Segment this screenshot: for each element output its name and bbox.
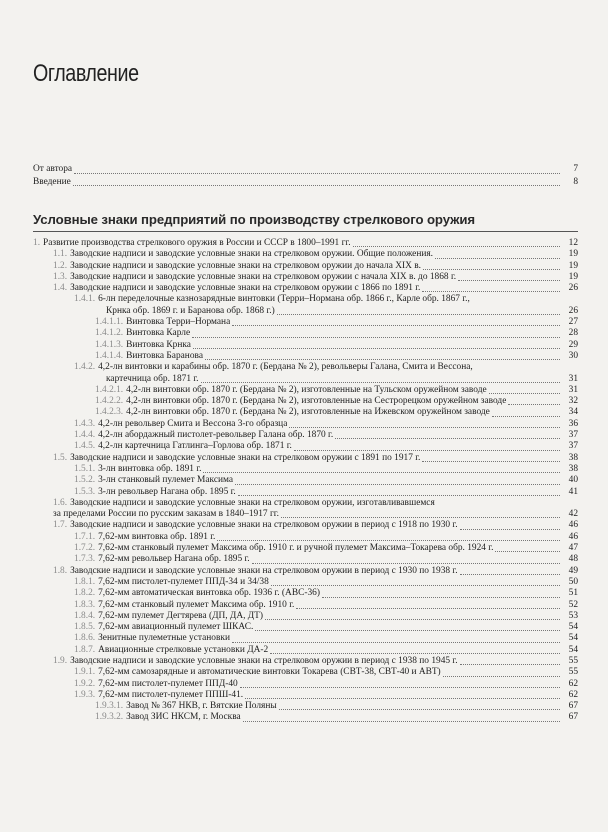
toc-entry-number: 1.9. [53,655,68,666]
toc-entry-page: 36 [568,418,578,429]
toc-entry-page: 38 [568,463,578,474]
toc-entry-page: 38 [568,452,578,463]
toc-entry-page: 67 [568,701,578,712]
toc-entry-title: Заводские надписи и заводские условные знаки на стрелковом оружии с начала XIX в. до 1868 г. [70,271,457,282]
toc-entry-number: 1.4.2.1. [95,384,124,395]
leader-dots [74,166,560,174]
toc-entry-page: 48 [568,554,578,565]
toc-entry[interactable] [33,577,578,588]
toc-entry-title: Заводские надписи и заводские условные знаки на стрелковом оружии в период с 1918 по 1930 г. [70,520,458,531]
toc-entry-page: 19 [568,271,578,282]
toc-entry-title: 4,2-лн револьвер Смита и Вессона 3-го образца [98,418,288,429]
toc-entry-title: 7,62-мм пистолет-пулемет ППД-40 [98,678,238,689]
toc-entry-number: 1. [33,238,41,248]
toc-entry-page: 30 [568,350,578,361]
toc-entry-number: 1.4.1.4. [95,350,124,361]
toc-entry-title: 7,62-мм станковый пулемет Максима обр. 1910 г. и ручной пулемет Максима–Токарева обр. 1924 г. [98,543,494,554]
toc-entry-page: 54 [568,633,578,644]
toc-entry-number: 1.3. [53,271,68,282]
toc-entry-page: 42 [568,509,578,520]
toc-entry-page: 32 [568,396,578,407]
toc-entry-title: Завод ЗИС НКСМ, г. Москва [126,712,241,723]
toc-entry-number: 1.7.1. [74,531,96,542]
toc-entry[interactable] [33,520,578,531]
toc-entry[interactable] [33,385,578,396]
toc-entry[interactable] [33,554,578,565]
leader-dots [508,397,560,405]
toc-entry-number: 1.7.2. [74,543,96,554]
leader-dots [296,601,560,609]
leader-dots [492,409,560,417]
toc-entry-title: Заводские надписи и заводские условные знаки на стрелковом оружии в период с 1930 по 1938 г. [70,565,458,576]
toc-entry-number: 1.4.1.1. [95,317,124,328]
leader-dots [240,680,560,688]
toc-entry-number: 1.9.2. [74,678,96,689]
toc-entry[interactable] [33,351,578,362]
toc-entry-page: 52 [568,599,578,610]
toc-entry-title: 4,2-лн абордажный пистолет-револьвер Галана обр. 1870 г. [98,430,334,441]
toc-entry-title: 7,62-мм пистолет-пулемет ППД-34 и 34/38 [98,576,269,587]
leader-dots [203,465,560,473]
leader-dots [294,443,560,451]
toc-entry[interactable] [33,622,578,633]
toc-entry-number: 1.4.1.2. [95,328,124,339]
toc-entry-title: 3-лн револьвер Нагана обр. 1895 г. [98,486,236,497]
page-title: Оглавление [33,60,139,87]
toc-entry-title: 7,62-мм автоматическая винтовка обр. 1936 г. (АВС-36) [98,588,320,599]
toc-entry-number: 1.8.7. [74,644,96,655]
toc-entry-page: 31 [568,373,578,384]
leader-dots [252,556,560,564]
toc-entry-number: 1.8. [53,565,68,576]
leader-dots [217,533,560,541]
leader-dots [460,657,560,665]
toc-entry-page: 27 [568,317,578,328]
toc-entry-number: 1.1. [53,249,68,260]
toc-entry[interactable] [33,317,578,328]
toc-entry[interactable] [33,163,578,176]
toc-entry-title: 4,2-лн винтовки обр. 1870 г. (Бердана № 2), изготовленные на Сестрорецком оружейном заводе [126,396,507,407]
leader-dots [193,341,560,349]
toc-entry-number: 1.9.3.2. [95,712,124,723]
toc-entry[interactable] [33,633,578,644]
toc-entry-page: 8 [573,176,578,187]
leader-dots [201,375,561,383]
toc-entry-page: 54 [568,644,578,655]
toc-entry[interactable] [33,588,578,599]
toc-entry-number: 1.4.2. [74,362,96,373]
toc-entry-page: 41 [568,486,578,497]
toc-entry-page: 31 [568,384,578,395]
toc-entry-number: 1.9.3. [74,689,96,700]
leader-dots [460,522,560,530]
toc-entry-title: Заводские надписи и заводские условные знаки на стрелковом оружии с 1866 по 1891 г. [70,283,421,294]
toc-entry-title: 7,62-мм станковый пулемет Максима обр. 1910 г. [98,599,295,610]
toc-entry[interactable] [33,430,578,441]
toc-entry-number: 1.9.3.1. [95,701,124,712]
toc-entry-number: 1.6. [53,497,68,508]
toc-entry-number: 1.8.2. [74,588,96,599]
toc-entry-page: 19 [568,249,578,260]
toc-entry-title: Развитие производства стрелкового оружия в России и СССР в 1800–1991 гг. [43,238,351,248]
toc-entry[interactable] [33,679,578,690]
toc-entry-number: 1.4.3. [74,418,96,429]
toc-entry-title: 7,62-мм винтовка обр. 1891 г. [98,531,216,542]
toc-entry-page: 7 [573,164,578,174]
leader-dots [495,544,560,552]
toc-entry-title: 3-лн винтовка обр. 1891 г. [98,463,202,474]
toc-entry[interactable] [33,566,578,577]
toc-entry-page: 28 [568,328,578,339]
toc-entry-title: 7,62-мм пулемет Дегтярева (ДП, ДА, ДТ) [98,610,264,621]
leader-dots [489,386,560,394]
toc-intro [33,163,578,188]
leader-dots [243,714,560,722]
toc-entry-page: 29 [568,339,578,350]
toc-entry-page: 55 [568,667,578,678]
leader-dots [270,646,560,654]
toc-entry-title: 4,2-лн картечница Гатлинга–Горлова обр. 1871 г. [98,441,292,452]
toc-entry-line [74,362,578,373]
toc-entry-title: Завод № 367 НКВ, г. Вятские Поляны [126,701,277,712]
toc-entry[interactable] [33,498,578,521]
toc-entry-page: 49 [568,565,578,576]
toc-entry-title: Введение [33,176,71,187]
toc-entry[interactable] [33,419,578,430]
leader-dots [422,284,560,292]
toc-entry-page: 19 [568,260,578,271]
toc-entry-page: 37 [568,441,578,452]
leader-dots [458,273,560,281]
toc-entry-line [74,294,578,305]
toc-entry-number: 1.9.1. [74,667,96,678]
toc-entry-number: 1.4. [53,283,68,294]
toc-entry-line [53,509,578,520]
leader-dots [435,251,560,259]
toc-entry-title: Винтовка Терри–Нормана [126,317,231,328]
leader-dots [335,431,560,439]
toc-entry-page: 46 [568,531,578,542]
leader-dots [423,262,560,270]
leader-dots [238,488,560,496]
toc-entry[interactable] [33,340,578,351]
toc-entry[interactable] [33,176,578,189]
toc-entry[interactable] [33,238,578,249]
toc-entry-title-continued: Крнка обр. 1869 г. и Баранова обр. 1868 г.) [106,305,275,316]
toc-entry-title: 7,62-мм пистолет-пулемет ППШ-41. [98,689,244,700]
toc-entry[interactable] [33,328,578,339]
leader-dots [265,612,560,620]
toc-entry-title-continued: за пределами России по русским заказам в 1840–1917 гг. [53,509,279,520]
toc-entry-number: 1.7. [53,520,68,531]
toc-entry[interactable] [33,690,578,701]
toc-entry[interactable] [33,645,578,656]
toc-list [33,238,578,724]
toc-entry-page: 62 [568,678,578,689]
leader-dots [281,510,560,518]
toc-entry-line [74,306,578,317]
toc-entry[interactable] [33,464,578,475]
toc-entry[interactable] [33,294,578,317]
toc-entry-number: 1.4.2.3. [95,407,124,418]
toc-entry-title: Заводские надписи и заводские условные знаки на стрелковом оружии. Общие положения. [70,249,434,260]
leader-dots [245,691,560,699]
toc-entry[interactable] [33,441,578,452]
toc-entry-number: 1.4.1. [74,294,96,305]
toc-entry-title: Авиационные стрелковые установки ДА-2 [98,644,269,655]
leader-dots [232,635,560,643]
toc-entry-title: 7,62-мм авиационный пулемет ШКАС. [98,622,254,633]
toc-entry-page: 55 [568,655,578,666]
toc-entry-page: 26 [568,305,578,316]
toc-entry-title: От автора [33,164,73,174]
leader-dots [289,420,560,428]
toc-entry-page: 51 [568,588,578,599]
toc-entry-page: 54 [568,622,578,633]
toc-entry-number: 1.8.1. [74,576,96,587]
toc-entry[interactable] [33,532,578,543]
toc-entry-number: 1.4.4. [74,430,96,441]
toc-entry-title: Винтовка Крнка [126,339,191,350]
toc-entry-page: 34 [568,407,578,418]
leader-dots [271,578,560,586]
toc-entry-number: 1.5.2. [74,475,96,486]
leader-dots [443,669,560,677]
toc-entry-page: 26 [568,283,578,294]
toc-entry-number: 1.4.5. [74,441,96,452]
toc-entry-title: Винтовка Баранова [126,350,203,361]
toc-entry[interactable] [33,453,578,464]
toc-entry-page: 50 [568,576,578,587]
toc-entry-number: 1.8.6. [74,633,96,644]
toc-entry[interactable] [33,712,578,723]
toc-entry[interactable] [33,656,578,667]
toc-entry-number: 1.8.4. [74,610,96,621]
toc-entry-title-continued: картечница обр. 1871 г. [106,373,199,384]
toc-entry[interactable] [33,611,578,622]
toc-entry-page: 62 [568,689,578,700]
toc-entry-line [74,374,578,385]
toc-entry-page: 47 [568,543,578,554]
leader-dots [205,352,560,360]
leader-dots [353,239,560,247]
toc-entry-title: Зенитные пулеметные установки [98,633,230,644]
leader-dots [322,590,560,598]
toc-entry-number: 1.4.1.3. [95,339,124,350]
toc-entry[interactable] [33,272,578,283]
toc-entry-title: 7,62-мм самозарядные и автоматические винтовки Токарева (СВТ-38, СВТ-40 и АВТ) [98,667,441,678]
leader-dots [422,454,560,462]
toc-entry[interactable] [33,362,578,385]
toc-entry-title: 4,2-лн винтовки обр. 1870 г. (Бердана № 2), изготовленные на Тульском оружейном заводе [126,384,487,395]
toc-entry-title: Винтовка Карле [126,328,191,339]
leader-dots [255,623,560,631]
heading-divider [33,231,578,232]
toc-entry-number: 1.8.5. [74,622,96,633]
toc-entry[interactable] [33,283,578,294]
leader-dots [73,178,560,186]
toc-entry[interactable] [33,667,578,678]
toc-entry-number: 1.2. [53,260,68,271]
toc-entry-line [53,498,578,509]
toc-entry[interactable] [33,701,578,712]
leader-dots [277,307,560,315]
toc-entry-page: 46 [568,520,578,531]
toc-entry-page: 40 [568,475,578,486]
toc-entry-title: 6-лн переделочные казнозарядные винтовки (Терри–Нормана обр. 1866 г., Карле обр. 1867 г., [98,294,470,305]
toc-entry[interactable] [33,543,578,554]
toc-entry-number: 1.5. [53,452,68,463]
toc-entry-page: 37 [568,430,578,441]
toc-entry-title: 4,2-лн винтовки обр. 1870 г. (Бердана № 2), изготовленные на Ижевском оружейном заводе [126,407,490,418]
toc-entry-number: 1.7.3. [74,554,96,565]
leader-dots [235,477,560,485]
toc-entry-page: 53 [568,610,578,621]
toc-entry-page: 67 [568,712,578,723]
toc-entry-title: Заводские надписи и заводские условные знаки на стрелковом оружии в период с 1938 по 1945 г. [70,655,458,666]
toc-entry-number: 1.4.2.2. [95,396,124,407]
toc-entry-number: 1.5.3. [74,486,96,497]
toc-entry-number: 1.8.3. [74,599,96,610]
leader-dots [232,318,560,326]
toc-entry-title: 7,62-мм револьвер Нагана обр. 1895 г. [98,554,250,565]
toc-entry-title: Заводские надписи и заводские условные знаки на стрелковом оружии до начала XIX в. [70,260,422,271]
toc-entry-title: 4,2-лн винтовки и карабины обр. 1870 г. (Бердана № 2), револьверы Галана, Смита и Вессона, [98,362,473,373]
toc-entry[interactable] [33,600,578,611]
toc-entry-title: 3-лн станковый пулемет Максима [98,475,234,486]
toc-entry-title: Заводские надписи и заводские условные знаки на стрелковом оружии, изготавливавшемся [70,497,435,508]
toc-entry[interactable] [33,261,578,272]
toc-entry[interactable] [33,249,578,260]
toc-entry-number: 1.5.1. [74,463,96,474]
leader-dots [192,330,560,338]
toc-entry-title: Заводские надписи и заводские условные знаки на стрелковом оружии с 1891 по 1917 г. [70,452,421,463]
toc-entry-page: 12 [568,238,578,248]
toc-entry[interactable] [33,396,578,407]
leader-dots [460,567,560,575]
leader-dots [279,702,560,710]
toc-entry[interactable] [33,475,578,486]
toc-entry[interactable] [33,487,578,498]
toc-entry[interactable] [33,407,578,418]
section-heading: Условные знаки предприятий по производству стрелкового оружия [33,212,475,227]
